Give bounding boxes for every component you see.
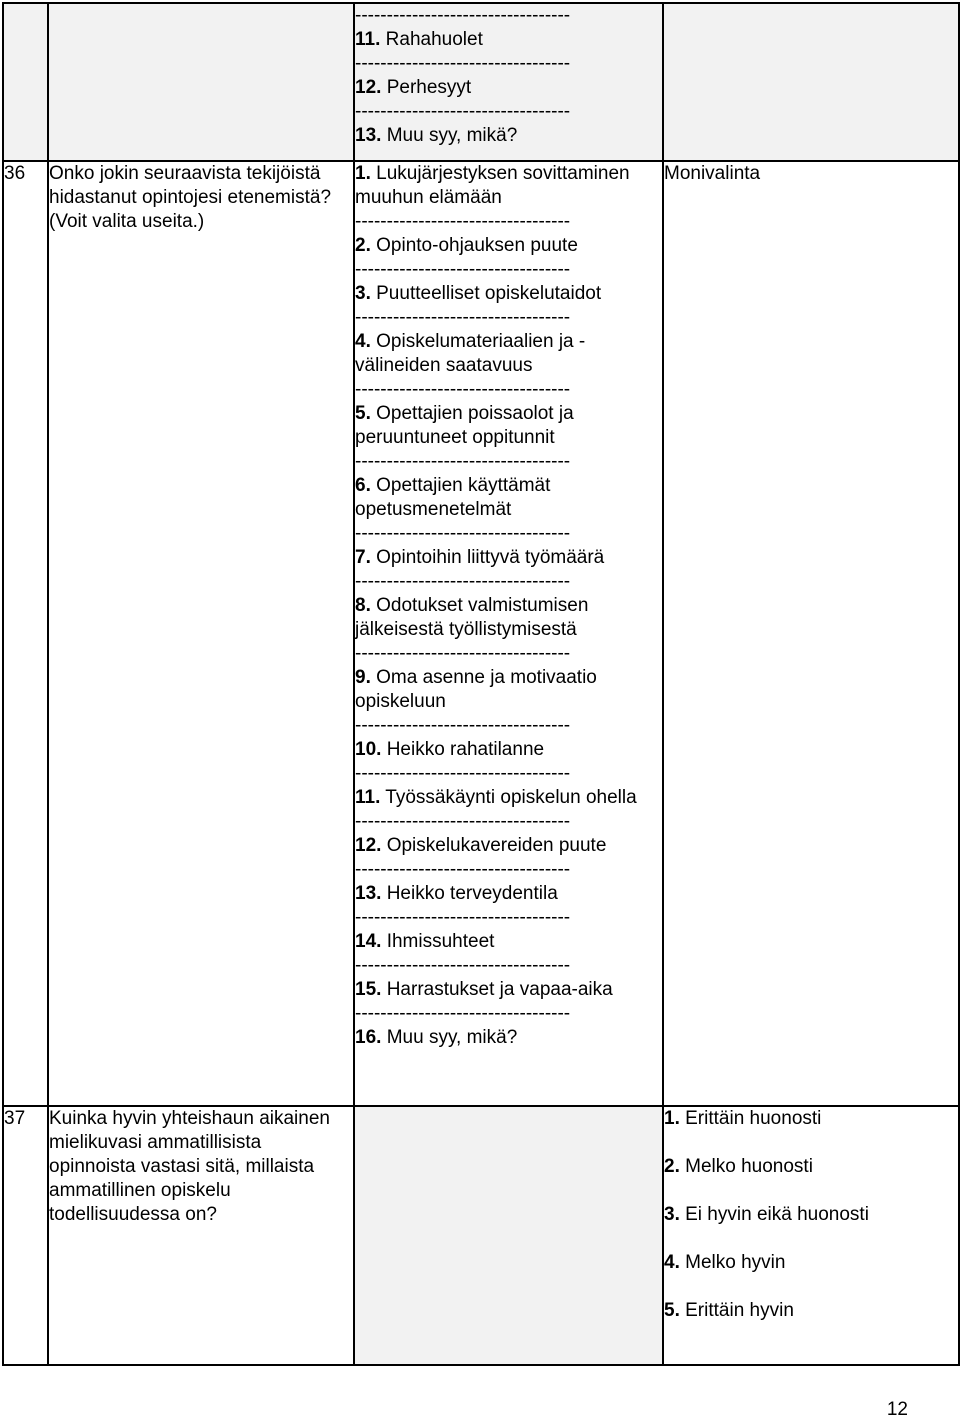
option-separator: ---------------------------------- (355, 955, 571, 976)
option-item: 15. Harrastukset ja vapaa-aika (355, 979, 613, 1000)
scale-option: 1. Erittäin huonosti (664, 1108, 822, 1129)
continuation-row (3, 3, 959, 161)
continuation-type-cell (663, 3, 959, 161)
continuation-question-cell (48, 3, 354, 161)
option-separator: ---------------------------------- (355, 307, 571, 328)
question-row-37 (3, 1106, 959, 1365)
option-separator: ---------------------------------- (355, 451, 571, 472)
option-separator: ---------------------------------- (355, 211, 571, 232)
option-separator: ---------------------------------- (355, 763, 571, 784)
option-separator: ---------------------------------- (355, 1003, 571, 1024)
option-item: 11. Rahahuolet (355, 29, 483, 50)
question-row-36 (3, 161, 959, 1106)
continuation-number-cell (3, 3, 48, 161)
option-separator: ---------------------------------- (355, 379, 571, 400)
option-item: 13. Heikko terveydentila (355, 883, 558, 904)
option-separator: ---------------------------------- (355, 643, 571, 664)
option-separator: ---------------------------------- (355, 101, 571, 122)
option-separator: ---------------------------------- (355, 5, 571, 26)
option-item: 8. Odotukset valmistumisen jälkeisestä työllistymisestä (355, 595, 589, 640)
option-separator: ---------------------------------- (355, 715, 571, 736)
option-item: 5. Opettajien poissaolot ja peruuntuneet oppitunnit (355, 403, 574, 448)
option-item: 13. Muu syy, mikä? (355, 125, 518, 146)
option-item: 4. Opiskelumateriaalien ja -välineiden saatavuus (355, 331, 586, 376)
question-text: Onko jokin seuraavista tekijöistä hidastanut opintojesi etenemistä? (Voit valita useita.) (48, 161, 354, 1106)
option-item: 14. Ihmissuhteet (355, 931, 495, 952)
option-item: 9. Oma asenne ja motivaatio opiskeluun (355, 667, 597, 712)
answer-options-empty (354, 1106, 663, 1365)
option-item: 1. Lukujärjestyksen sovittaminen muuhun elämään (355, 163, 630, 208)
option-separator: ---------------------------------- (355, 523, 571, 544)
option-item: 6. Opettajien käyttämät opetusmenetelmät (355, 475, 551, 520)
option-item: 12. Opiskelukavereiden puute (355, 835, 607, 856)
option-separator: ---------------------------------- (355, 571, 571, 592)
option-item: 3. Puutteelliset opiskelutaidot (355, 283, 602, 304)
answer-options (354, 161, 663, 1106)
rating-scale (663, 1106, 959, 1365)
option-separator: ---------------------------------- (355, 859, 571, 880)
scale-option: 4. Melko hyvin (664, 1252, 786, 1273)
option-separator: ---------------------------------- (355, 907, 571, 928)
option-item: 7. Opintoihin liittyvä työmäärä (355, 547, 605, 568)
scale-option: 5. Erittäin hyvin (664, 1300, 794, 1321)
option-separator: ---------------------------------- (355, 259, 571, 280)
option-separator: ---------------------------------- (355, 53, 571, 74)
question-text: Kuinka hyvin yhteishaun aikainen mielikuvasi ammatillisista opinnoista vastasi sitä, millaista ammatillinen opiskelu todellisuudessa on? (48, 1106, 354, 1365)
answer-type: Monivalinta (663, 161, 959, 1106)
survey-table (2, 2, 960, 1366)
question-number: 37 (3, 1106, 48, 1365)
continuation-options-cell (354, 3, 663, 161)
option-item: 11. Työssäkäynti opiskelun ohella (355, 787, 637, 808)
option-item: 10. Heikko rahatilanne (355, 739, 545, 760)
page-number: 12 (886, 1399, 908, 1420)
scale-option: 3. Ei hyvin eikä huonosti (664, 1204, 869, 1225)
option-item: 2. Opinto-ohjauksen puute (355, 235, 578, 256)
option-item: 12. Perhesyyt (355, 77, 472, 98)
scale-option: 2. Melko huonosti (664, 1156, 813, 1177)
option-separator: ---------------------------------- (355, 811, 571, 832)
question-number: 36 (3, 161, 48, 1106)
option-item: 16. Muu syy, mikä? (355, 1027, 518, 1048)
